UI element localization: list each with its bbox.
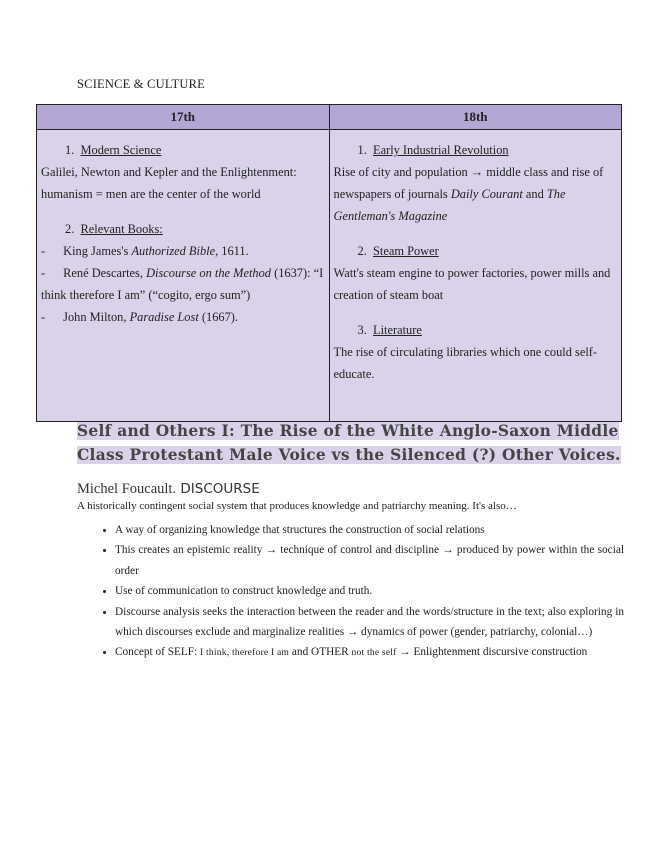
list-item: • Use of communication to construct knowledge and truth. — [115, 581, 624, 601]
headline-line-1: Self and Others I: The Rise of the White Anglo-Saxon Middle — [77, 422, 619, 440]
industrial-revolution-text: Rise of city and population → middle class and rise of newspapers of journals Daily Courant and The Gentleman's Magazine — [333, 165, 604, 223]
heading-industrial-revolution: 1. Early Industrial Revolution — [357, 143, 509, 157]
heading-relevant-books: 2. Relevant Books: — [65, 222, 163, 236]
heading-literature: 3. Literature — [357, 323, 422, 337]
book-item: - René Descartes, Discourse on the Method (1637): “I think therefore I am” (“cogito, ergo sum”) — [41, 266, 324, 302]
modern-science-text: Galilei, Newton and Kepler and the Enlightenment: humanism = men are the center of the world — [41, 165, 297, 201]
header-18th: 18th — [329, 105, 622, 130]
foucault-subtitle — [77, 481, 260, 498]
list-item: • Discourse analysis seeks the interaction between the reader and the words/structure in the text; also exploring in which discourses exclude and marginalize realities → dynamics of power (gender, patriarchy, colonial…) — [115, 602, 624, 643]
subtitle-author: Michel Foucault. — [77, 481, 177, 497]
table-header-row — [37, 105, 622, 130]
subtitle-topic: DISCOURSE — [180, 481, 260, 497]
headline-line-2: Class Protestant Male Voice vs the Silenced (?) Other Voices. — [77, 446, 621, 464]
book-item: - John Milton, Paradise Lost (1667). — [41, 310, 239, 324]
heading-steam-power: 2. Steam Power — [357, 244, 439, 258]
table-body-row — [37, 130, 622, 422]
steam-power-text: Watt's steam engine to power factories, power mills and creation of steam boat — [333, 266, 611, 302]
discourse-points-list — [77, 520, 624, 664]
literature-text: The rise of circulating libraries which one could self-educate. — [333, 345, 598, 381]
list-item: • A way of organizing knowledge that structures the construction of social relations — [115, 520, 624, 540]
book-item: - King James's Authorized Bible, 1611. — [41, 244, 249, 258]
list-item: • Concept of SELF: I think, therefore I am and OTHER not the self → Enlightenment discursive construction — [115, 642, 624, 663]
section-headline — [77, 419, 621, 467]
heading-modern-science: 1. Modern Science — [65, 143, 162, 157]
list-item: • This creates an epistemic reality → technique of control and discipline → produced by power within the social order — [115, 540, 624, 581]
intro-text: A historically contingent social system that produces knowledge and patriarchy meaning. It's also… — [77, 500, 517, 512]
section-label: SCIENCE & CULTURE — [77, 77, 205, 91]
cell-18th — [329, 130, 622, 422]
century-comparison-table — [36, 104, 622, 422]
cell-17th — [37, 130, 330, 422]
header-17th: 17th — [37, 105, 330, 130]
